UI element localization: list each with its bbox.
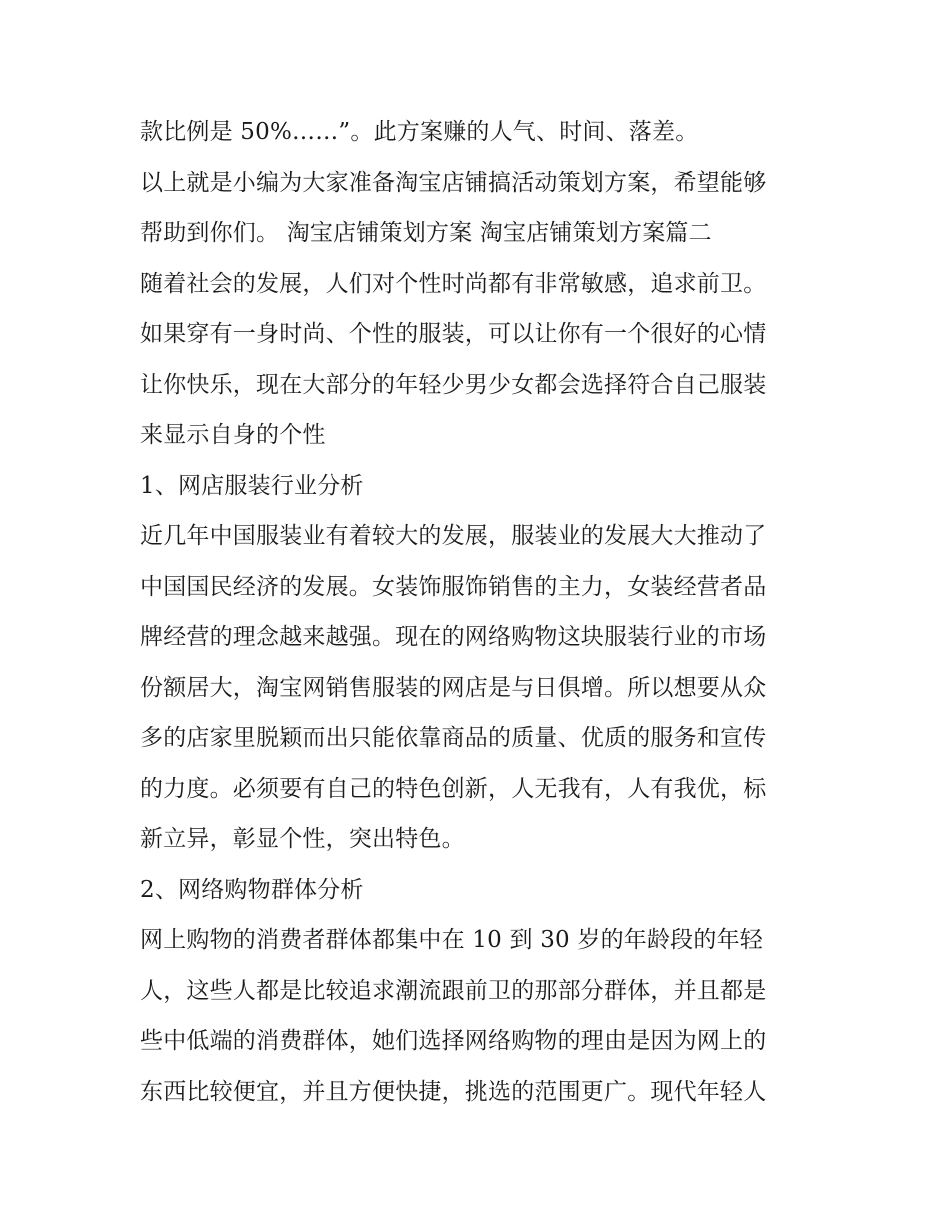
section-heading: 1、网店服装行业分析 — [140, 472, 364, 499]
text-line: 人，这些人都是比较追求潮流跟前卫的那部分群体，并且都是 — [140, 977, 767, 1004]
text-line: 如果穿有一身时尚、个性的服装，可以让你有一个很好的心情 — [140, 321, 767, 347]
text-line: 的力度。必须要有自己的特色创新，人无我有，人有我优，标 — [140, 775, 767, 802]
text-line: 牌经营的理念越来越强。现在的网络购物这块服装行业的市场 — [140, 624, 767, 650]
text-line: 来显示自身的个性 — [140, 422, 326, 448]
text-line: 近几年中国服装业有着较大的发展，服装业的发展大大推动了 — [140, 523, 767, 549]
text-line: 多的店家里脱颖而出只能依靠商品的质量、优质的服务和宣传 — [140, 725, 767, 751]
text-line: 东西比较便宜，并且方便快捷，挑选的范围更广。现代年轻人 — [140, 1078, 767, 1105]
section-heading: 2、网络购物群体分析 — [140, 876, 364, 903]
text-line: 帮助到你们。 淘宝店铺策划方案 淘宝店铺策划方案篇二 — [140, 220, 712, 246]
text-line: 网上购物的消费者群体都集中在 10 到 30 岁的年龄段的年轻 — [140, 927, 763, 953]
text-line: 份额居大，淘宝网销售服装的网店是与日俱增。所以想要从众 — [140, 674, 767, 701]
text-line: 新立异，彰显个性，突出特色。 — [140, 826, 465, 852]
text-line: 些中低端的消费群体，她们选择网络购物的理由是因为网上的 — [140, 1028, 767, 1054]
text-line: 款比例是 50%……”。此方案赚的人气、时间、落差。 — [140, 119, 699, 145]
document-body — [140, 107, 820, 1117]
text-line: 让你快乐，现在大部分的年轻少男少女都会选择符合自己服装 — [140, 371, 767, 398]
text-line: 以上就是小编为大家准备淘宝店铺搞活动策划方案，希望能够 — [140, 169, 767, 196]
text-line: 中国国民经济的发展。女装饰服饰销售的主力，女装经营者品 — [140, 573, 767, 600]
text-line: 随着社会的发展，人们对个性时尚都有非常敏感，追求前卫。 — [140, 270, 767, 297]
